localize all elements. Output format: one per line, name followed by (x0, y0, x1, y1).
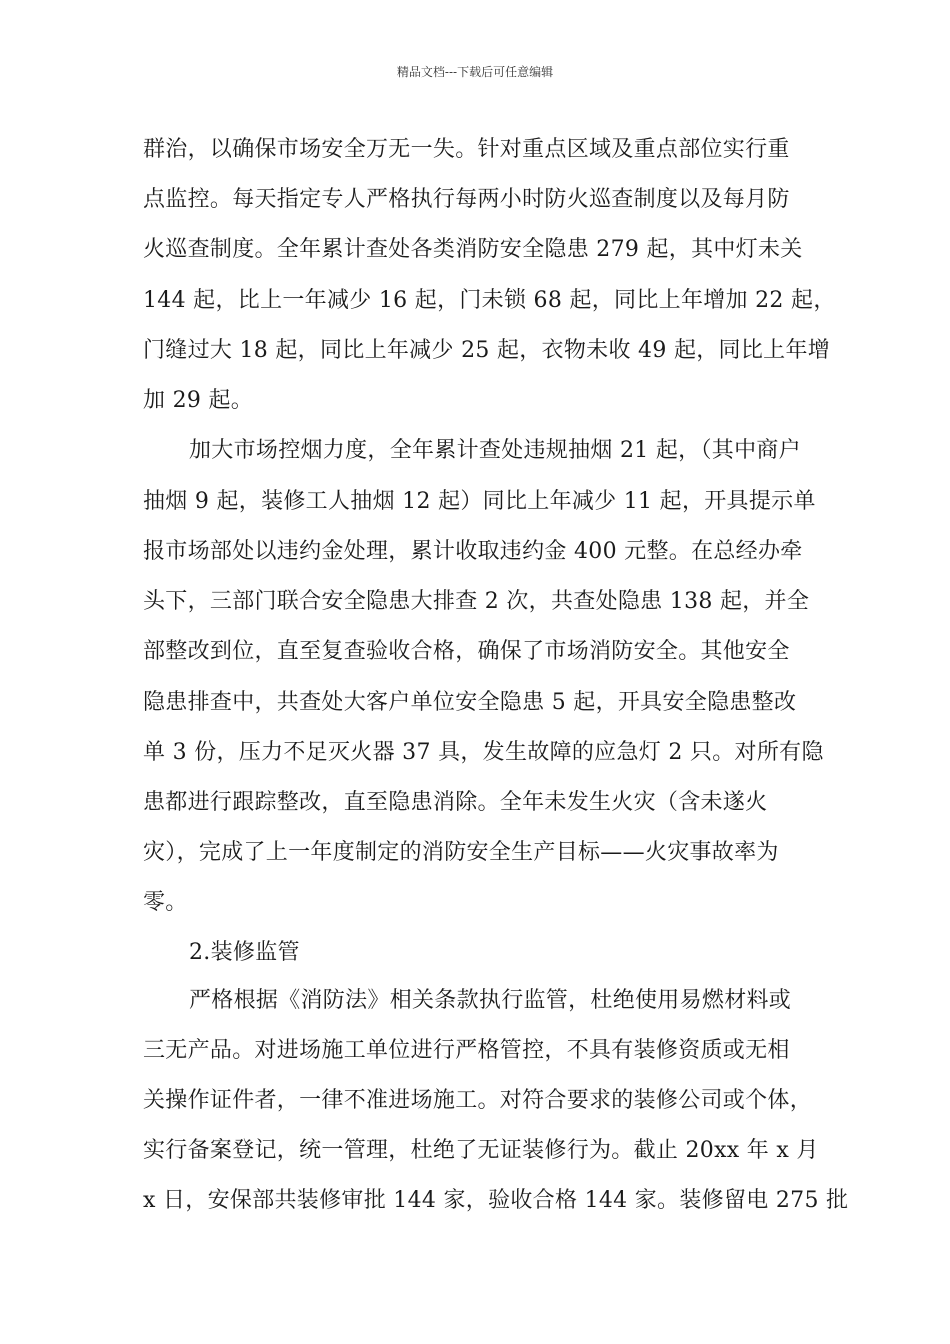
text-line: 实行备案登记，统一管理，杜绝了无证装修行为。截止 20xx 年 x 月 (143, 1138, 819, 1163)
text-line: 群治，以确保市场安全万无一失。针对重点区域及重点部位实行重 (143, 137, 790, 162)
paragraph-first-line: 严格根据《消防法》相关条款执行监管，杜绝使用易燃材料或 (189, 988, 792, 1013)
text-line: 144 起，比上一年减少 16 起，门未锁 68 起，同比上年增加 22 起， (143, 288, 836, 313)
text-line: 点监控。每天指定专人严格执行每两小时防火巡查制度以及每月防 (143, 187, 790, 212)
text-line: 加 29 起。 (143, 388, 254, 413)
text-line: 头下，三部门联合安全隐患大排查 2 次，共查处隐患 138 起，并全 (143, 589, 810, 614)
text-line: 门缝过大 18 起，同比上年减少 25 起，衣物未收 49 起，同比上年增 (143, 338, 831, 363)
text-line: 抽烟 9 起，装修工人抽烟 12 起）同比上年减少 11 起，开具提示单 (143, 489, 816, 514)
text-line: 灾），完成了上一年度制定的消防安全生产目标——火灾事故率为 (143, 840, 779, 865)
text-line: 三无产品。对进场施工单位进行严格管控，不具有装修资质或无相 (143, 1038, 790, 1063)
text-line: 报市场部处以违约金处理，累计收取违约金 400 元整。在总经办牵 (143, 539, 803, 564)
text-line: x 日，安保部共装修审批 144 家，验收合格 144 家。装修留电 275 批 (143, 1188, 849, 1213)
text-line: 单 3 份，压力不足灭火器 37 具，发生故障的应急灯 2 只。对所有隐 (143, 740, 824, 765)
text-line: 火巡查制度。全年累计查处各类消防安全隐患 279 起，其中灯未关 (143, 237, 803, 262)
text-line: 关操作证件者，一律不准进场施工。对符合要求的装修公司或个体， (143, 1088, 813, 1113)
text-line: 部整改到位，直至复查验收合格，确保了市场消防安全。其他安全 (143, 639, 790, 664)
paragraph-first-line: 加大市场控烟力度，全年累计查处违规抽烟 21 起，（其中商户 (189, 438, 801, 463)
page-header: 精品文档---下载后可任意编辑 (396, 65, 554, 79)
text-line: 隐患排查中，共查处大客户单位安全隐患 5 起，开具安全隐患整改 (143, 690, 797, 715)
text-line: 患都进行跟踪整改，直至隐患消除。全年未发生火灾（含未遂火 (143, 790, 768, 815)
section-heading: 2.装修监管 (189, 940, 300, 965)
text-line: 零。 (143, 890, 188, 915)
